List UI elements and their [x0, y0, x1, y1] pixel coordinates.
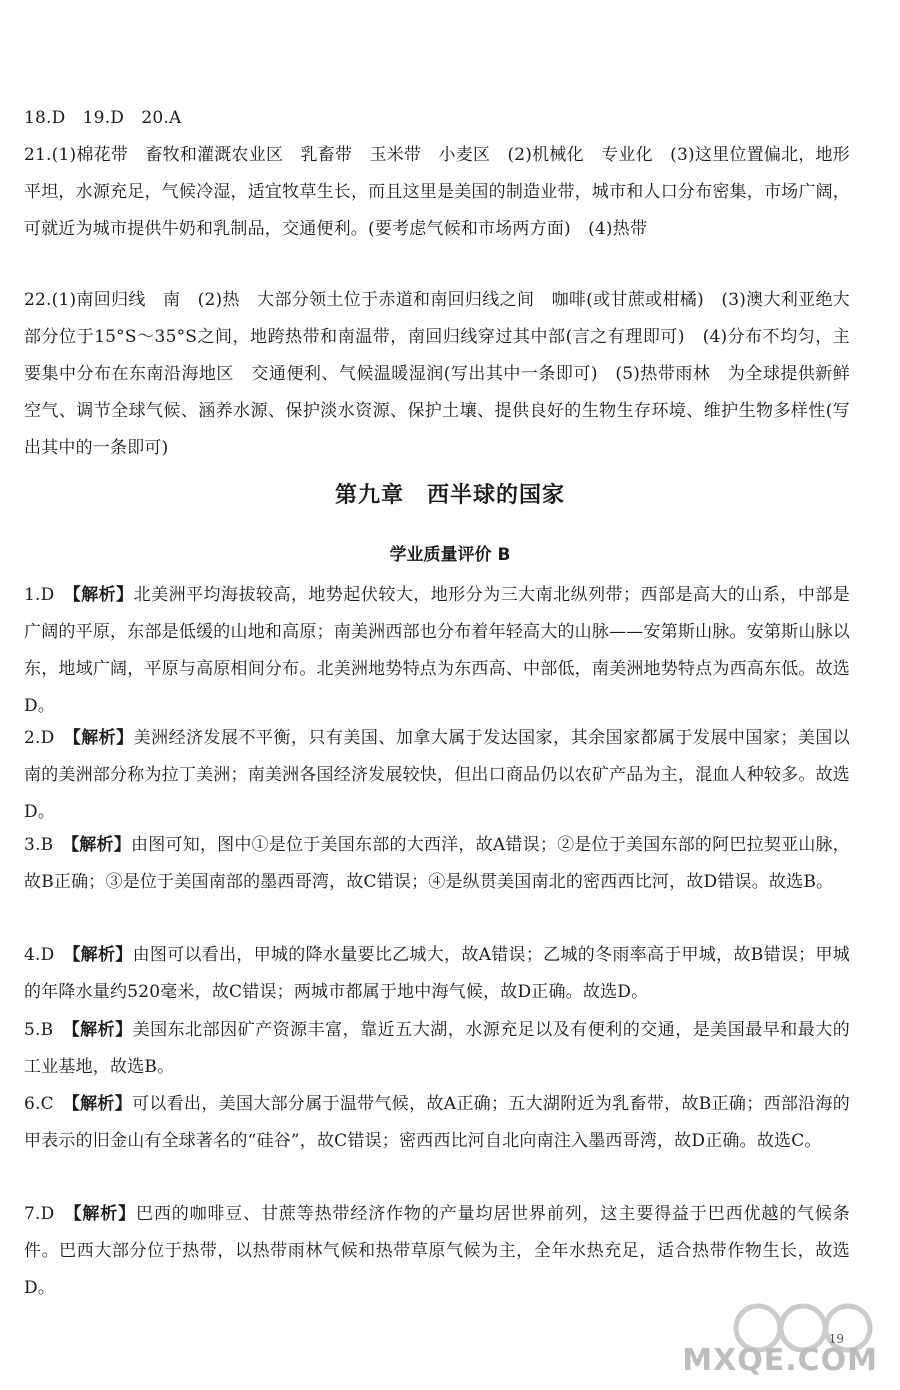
- item-7: [24, 1196, 850, 1307]
- item-1: [24, 577, 850, 725]
- analysis-tag: 【解析】: [72, 585, 134, 605]
- item-text: 由图可知，图中①是位于美国东部的大西洋，故A错误；②是位于美国东部的阿巴拉契亚山脉，故B正确；③是位于美国南部的墨西哥湾，故C错误；④是纵贯美国南北的密西西比河，故D错误。故选B。: [24, 835, 850, 892]
- item-text: 可以看出，美国大部分属于温带气候，故A正确；五大湖附近为乳畜带，故B正确；西部沿海的甲表示的旧金山有全球著名的“硅谷”，故C错误；密西西比河自北向南注入墨西哥湾，故D正确。故选C。: [24, 1094, 850, 1151]
- page-number: 19: [828, 1332, 844, 1346]
- item-text: 巴西的咖啡豆、甘蔗等热带经济作物的产量均居世界前列，这主要得益于巴西优越的气候条件。巴西大部分位于热带，以热带雨林气候和热带草原气候为主，全年水热充足，适合热带作物生长，故选D。: [24, 1204, 850, 1298]
- item-number: 4.D: [24, 945, 72, 965]
- analysis-tag: 【解析】: [70, 835, 132, 855]
- item-number: 6.C: [24, 1094, 72, 1114]
- analysis-tag: 【解析】: [71, 1094, 133, 1114]
- section-title: 学业质量评价 B: [389, 545, 511, 565]
- item-6: [24, 1086, 850, 1160]
- answer-21: 21.(1)棉花带 畜牧和灌溉农业区 乳畜带 玉米带 小麦区 (2)机械化 专业化 (3)这里位置偏北，地形平坦，水源充足，气候冷湿，适宜牧草生长，而且这里是美国的制造业带，城市和人口分布密集，市场广阔，可就近为城市提供牛奶和乳制品，交通便利。(要考虑气候和市场两方面) (4)热带: [24, 145, 850, 239]
- item-number: 3.B: [24, 835, 71, 855]
- item-number: 2.D: [24, 728, 73, 748]
- analysis-tag: 【解析】: [72, 728, 134, 748]
- chapter-title: 第九章 西半球的国家: [334, 483, 565, 508]
- analysis-tag: 【解析】: [72, 1204, 136, 1224]
- item-text: 美洲经济发展不平衡，只有美国、加拿大属于发达国家，其余国家都属于发展中国家；美国以南的美洲部分称为拉丁美洲；南美洲各国经济发展较快，但出口商品仍以农矿产品为主，混血人种较多。故选D。: [24, 728, 850, 822]
- item-5: [24, 1012, 850, 1086]
- watermark-text: MXQE.COM: [682, 1343, 878, 1378]
- item-number: 5.B: [24, 1020, 72, 1040]
- answers-18-20: 18.D 19.D 20.A: [24, 108, 182, 128]
- item-2: [24, 720, 850, 831]
- analysis-tag: 【解析】: [71, 1020, 133, 1040]
- answer-22: 22.(1)南回归线 南 (2)热 大部分领土位于赤道和南回归线之间 咖啡(或甘蔗或柑橘) (3)澳大利亚绝大部分位于15°S～35°S之间，地跨热带和南温带，南回归线穿过其中部(言之有理即可) (4)分布不均匀，主要集中分布在东南沿海地区 交通便利、气候温暖湿润(写出其中一条即可) (5)热带雨林 为全球提供新鲜空气、调节全球气候、涵养水源、保护淡水资源、保护土壤、提供良好的生物生存环境、维护生物多样性(写出其中的一条即可): [24, 290, 850, 458]
- item-number: 1.D: [24, 585, 73, 605]
- item-text: 北美洲平均海拔较高，地势起伏较大，地形分为三大南北纵列带；西部是高大的山系，中部是广阔的平原，东部是低缓的山地和高原；南美洲西部也分布着年轻高大的山脉——安第斯山脉。安第斯山脉以东，地域广阔，平原与高原相间分布。北美洲地势特点为东西高、中部低，南美洲地势特点为西高东低。故选D。: [24, 585, 850, 716]
- item-3: [24, 827, 850, 901]
- item-4: [24, 937, 850, 1011]
- item-text: 美国东北部因矿产资源丰富，靠近五大湖，水源充足以及有便利的交通，是美国最早和最大的工业基地，故选B。: [24, 1020, 850, 1077]
- item-number: 7.D: [24, 1204, 73, 1224]
- analysis-tag: 【解析】: [71, 945, 133, 965]
- item-text: 由图可以看出，甲城的降水量要比乙城大，故A错误；乙城的冬雨率高于甲城，故B错误；甲城的年降水量约520毫米，故C错误；两城市都属于地中海气候，故D正确。故选D。: [24, 945, 850, 1002]
